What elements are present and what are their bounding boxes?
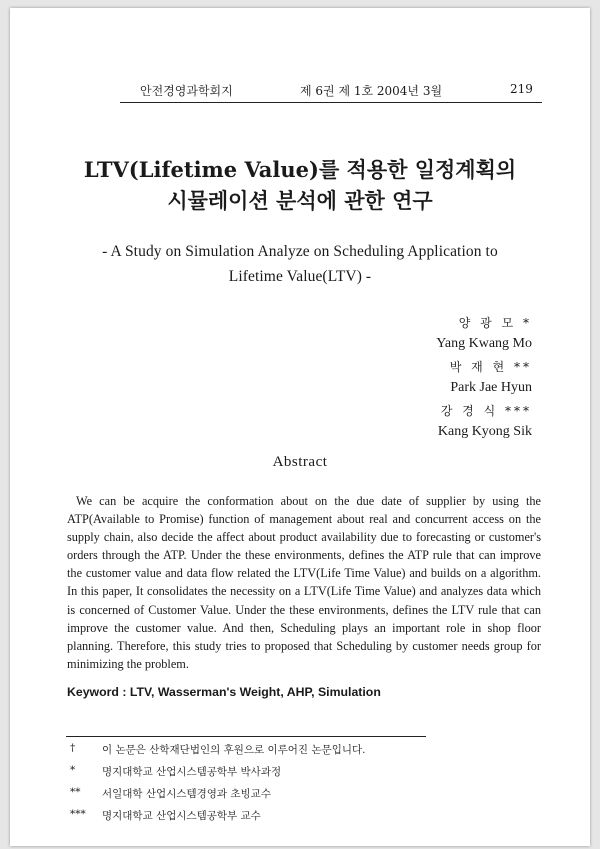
issue-info: 제 6권 제 1호 2004년 3월 [300, 84, 443, 98]
korean-title-line-2: 시뮬레이션 분석에 관한 연구 [167, 188, 433, 213]
abstract-body: We can be acquire the conformation about on the due date of supplier by using the ATP(Available to Promise) function of management about real and concurrent access on the supply chain, also decide the affect about product availability due to forecasting or customer's orders through the ATP. Under the these environments, defines the ATP rule that can improve the customer value and data flow related the LTV(Life Time Value) and builds on a algorithm. In this paper, It consolidates the necessity on a LTV(Life Time Value) and analyzes data which is concerned of Customer Value. Under the these environments, defines the LTV rule that can improve the customer value. And then, Scheduling plays an important role in shop floor planning. Therefore, this study tries to proposed that Scheduling by customer needs group for minimizing the problem. [67, 494, 541, 671]
author-3-korean: 강 경 식 *** [440, 404, 532, 418]
english-title-line-1: - A Study on Simulation Analyze on Scheduling Application to [102, 243, 498, 260]
author-2-korean: 박 재 현 ** [449, 360, 532, 374]
footnote-funding: † 이 논문은 산학재단법인의 후원으로 이루어진 논문입니다. [70, 742, 366, 756]
footnote-rule [66, 736, 426, 737]
keywords: Keyword : LTV, Wasserman's Weight, AHP, Simulation [67, 685, 381, 699]
footnote-author-3: *** 명지대학교 산업시스템공학부 교수 [70, 808, 261, 822]
footnote-author-1: * 명지대학교 산업시스템공학부 박사과정 [70, 764, 282, 778]
abstract-heading: Abstract [272, 454, 328, 470]
footnote-author-2: ** 서일대학 산업시스템경영과 초빙교수 [70, 786, 271, 800]
author-3-english: Kang Kyong Sik [437, 424, 532, 439]
header-rule [120, 102, 542, 103]
korean-title-line-1: LTV(Lifetime Value)를 적용한 일정계획의 [83, 157, 517, 182]
journal-name: 안전경영과학회지 [140, 84, 233, 98]
page-number: 219 [510, 82, 533, 96]
author-1-korean: 양 광 모 * [458, 316, 532, 330]
author-2-english: Park Jae Hyun [450, 380, 532, 395]
author-1-english: Yang Kwang Mo [436, 336, 532, 351]
paper-page [10, 8, 590, 846]
english-title-line-2: Lifetime Value(LTV) - [228, 268, 372, 285]
